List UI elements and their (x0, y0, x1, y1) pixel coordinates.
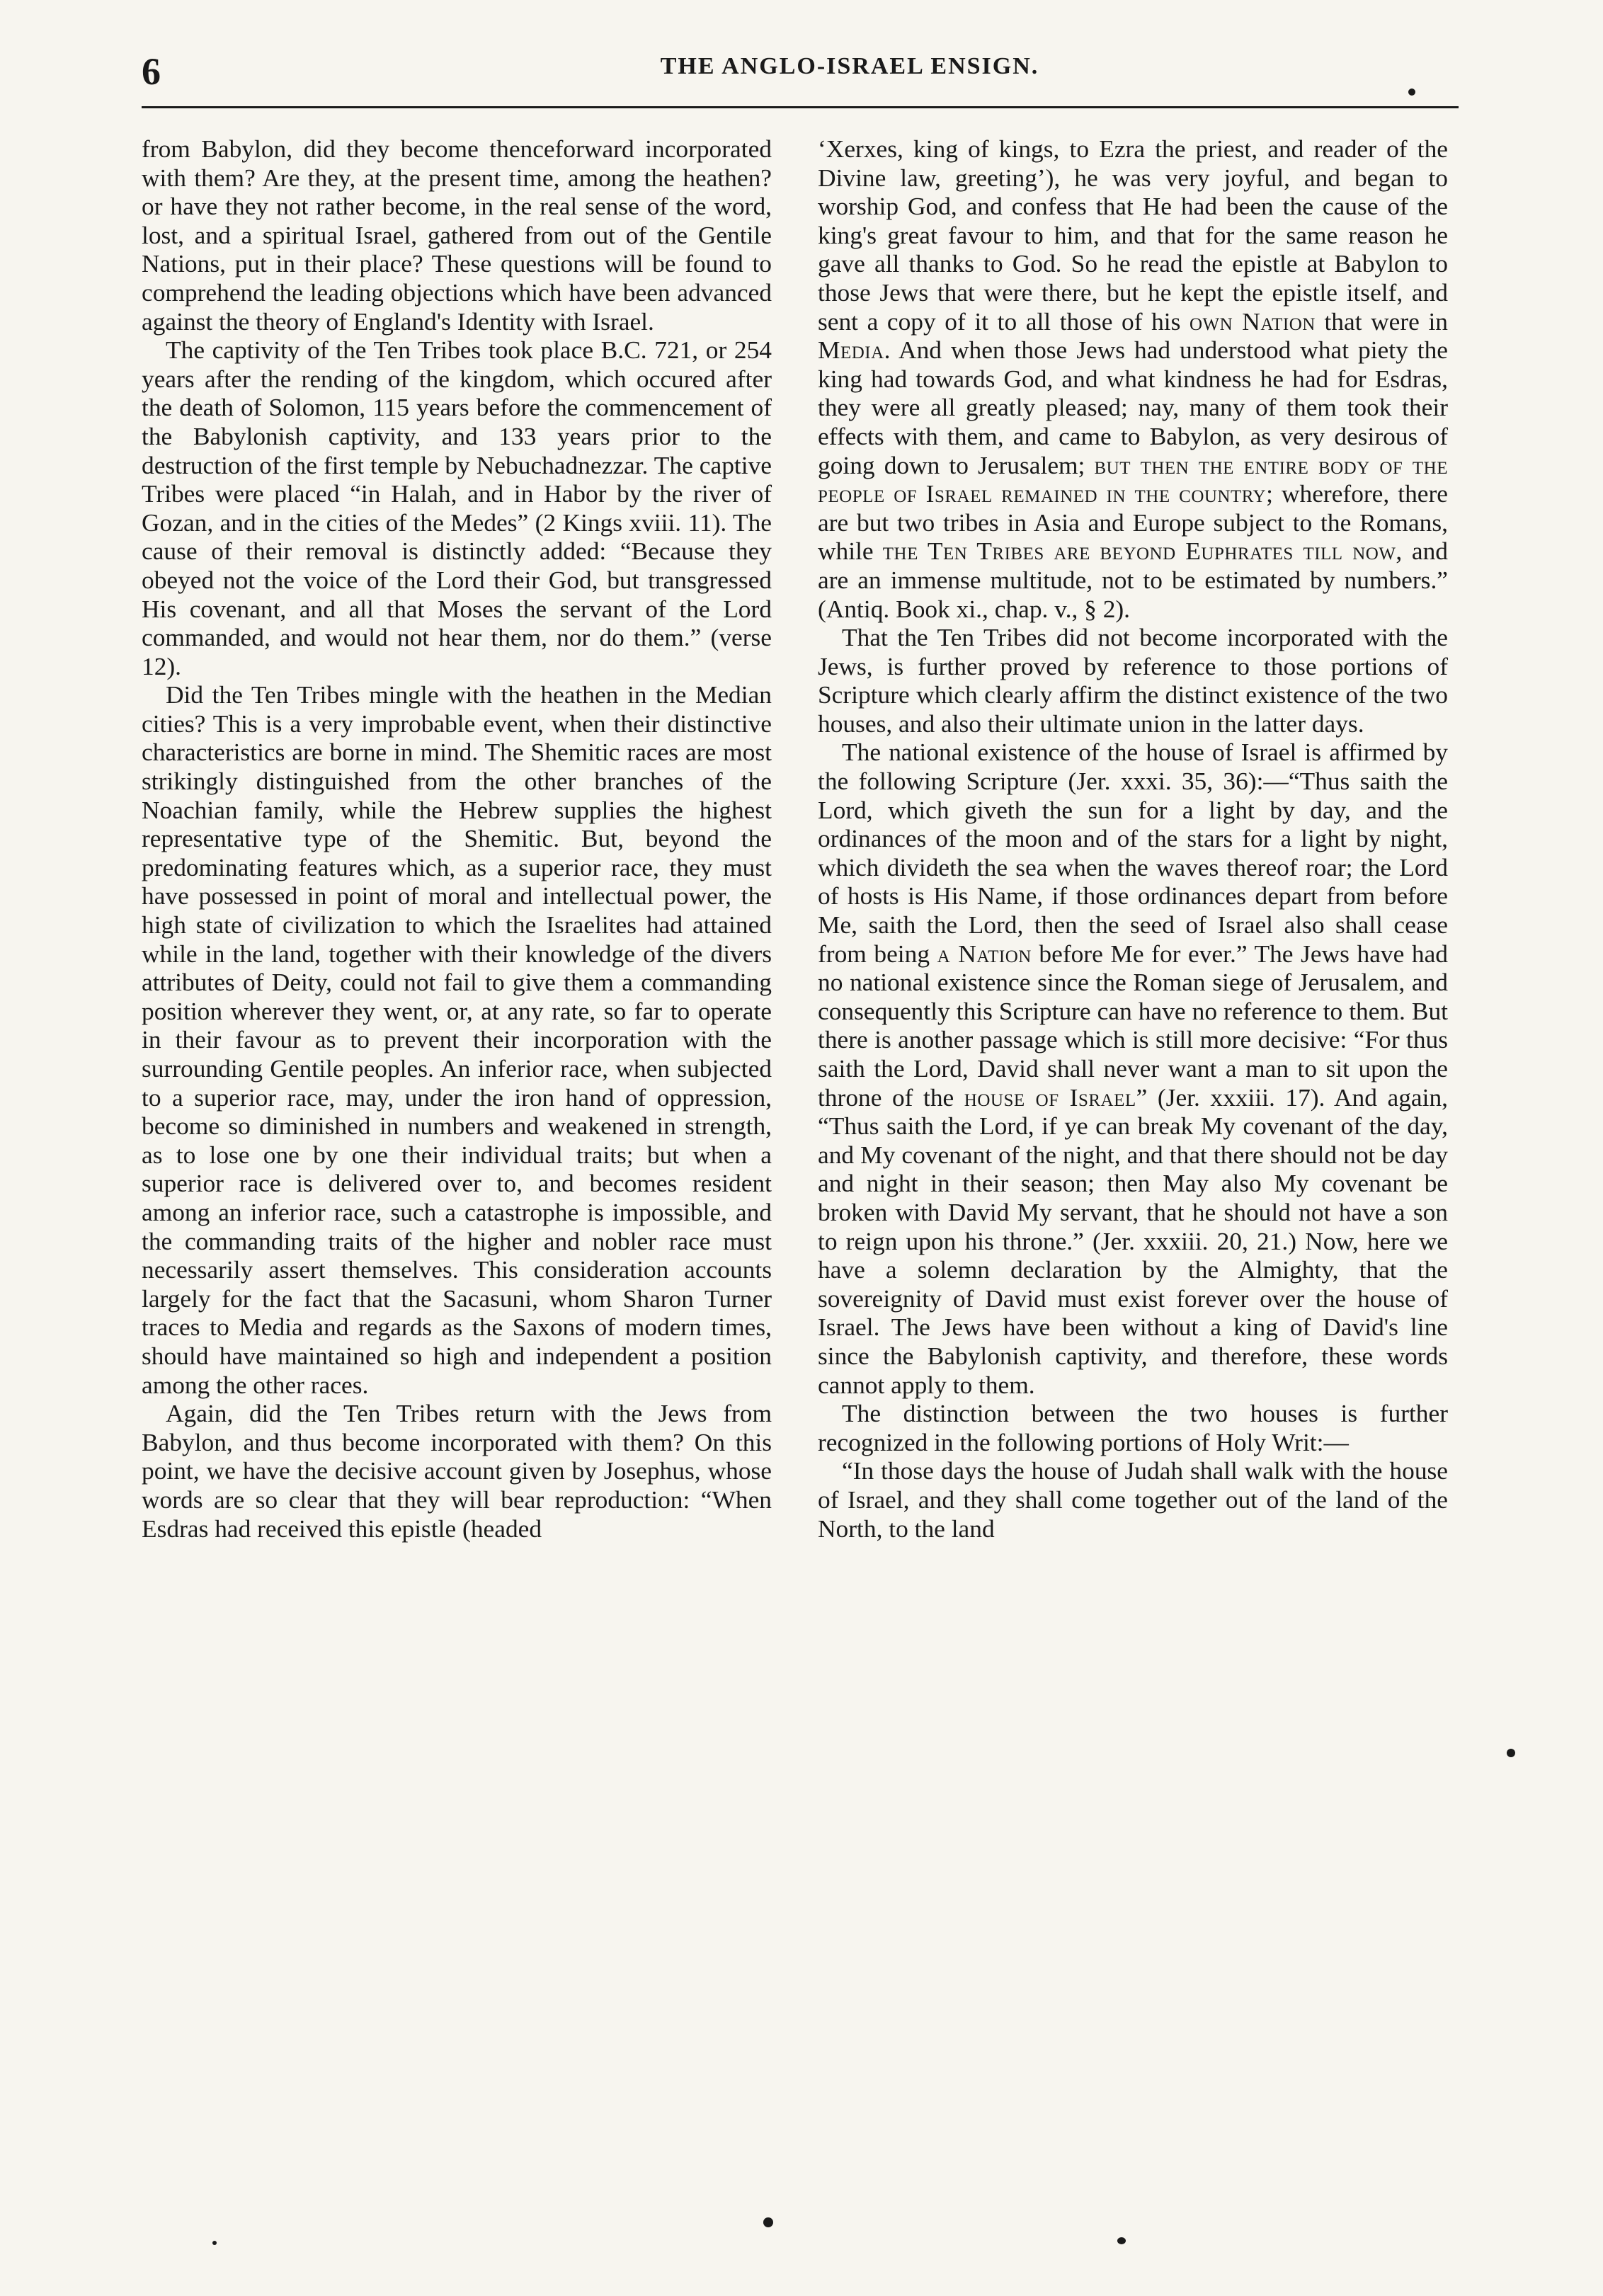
right-paragraph-2: That the Ten Tribes did not become incorporated with the Jews, is further proved by reference to those portions of Scripture which clearly affirm the distinct existence of the two houses, and also their ultimate union in the latter days. (818, 623, 1448, 738)
text-run: that were in (1315, 307, 1448, 336)
right-paragraph-4: The distinction between the two houses is further recognized in the following portions of Holy Writ:— (818, 1399, 1448, 1456)
page-number: 6 (142, 50, 161, 93)
text-run: And when those Jews had understood what piety the king had towards God, and what kindness he had for Esdras, they were all greatly pleased; nay, many of them took their effects with them, and came to Babylon, as very desirous of going down to Jerusalem; (818, 336, 1448, 479)
text-run: The national existence of the house of Israel is affirmed by the following Scripture (Jer. xxxi. 35, 36):—“Thus saith the Lord, which giveth the sun for a light by day, and the ordinances of the moon and of the stars for a light by night, which divideth the sea when the waves thereof roar; the Lord of hosts is His Name, if those ordinances depart from before Me, saith the Lord, then the seed of Israel also shall cease from being (818, 738, 1448, 968)
small-caps-run: a Nation (937, 939, 1032, 968)
left-paragraph-3: Did the Ten Tribes mingle with the heathen in the Median cities? This is a very improbable event, when their distinctive characteristics are borne in mind. The Shemitic races are most strikingly distinguished from the other branches of the Noachian family, while the Hebrew supplies the highest representative type of the Shemitic. But, beyond the predominating features which, as a superior race, they must have possessed in point of moral and intellectual power, the high state of civilization to which the Israelites had attained while in the land, together with their knowledge of the divers attributes of Deity, could not fail to give them a commanding position wherever they went, or, at any rate, so far to operate in their favour as to prevent their incorporation with the surrounding Gentile peoples. An inferior race, when subjected to a superior race, may, under the iron hand of oppression, become so diminished in numbers and weakened in strength, as to lose one by one their individual traits; but when a superior race is delivered over to, and becomes resident among an inferior race, such a catastrophe is impossible, and the commanding traits of the higher and nobler race must necessarily assert themselves. This consideration accounts largely for the fact that the Sacasuni, whom Sharon Turner traces to Media and regards as the Saxons of modern times, should have maintained so high and independent a position among the other races. (142, 680, 772, 1399)
ink-speck (1408, 88, 1415, 96)
running-head-title: THE ANGLO-ISRAEL ENSIGN. (660, 53, 1039, 79)
text-run: before Me for ever.” The Jews have had no national existence since the Roman siege of Jerusalem, and consequently this Scripture can have no reference to them. But there is another passage which is still more decisive: “For thus saith the Lord, David shall never want a man to sit upon the throne of the (818, 939, 1449, 1112)
right-paragraph-3 (818, 738, 1448, 1399)
ink-speck (763, 2217, 773, 2227)
right-paragraph-1 (818, 135, 1448, 623)
text-run: and are an immense multitude, not to be estimated by numbers.” (Antiq. Book xi., chap. v., § 2). (818, 537, 1448, 623)
header-rule (142, 106, 1459, 108)
left-paragraph-1: from Babylon, did they become thenceforward incorporated with them? Are they, at the present time, among the heathen? or have they not rather become, in the real sense of the word, lost, and a spiritual Israel, gathered from out of the Gentile Nations, put in their place? These questions will be found to comprehend the leading objections which have been advanced against the theory of England's Identity with Israel. (142, 135, 772, 336)
ink-speck (1117, 2237, 1126, 2244)
small-caps-run: the Ten Tribes are beyond Euphrates till now, (882, 537, 1403, 566)
small-caps-run: but then the entire body of the people of Israel remained in the country (818, 450, 1449, 508)
small-caps-run: Media. (818, 336, 891, 365)
text-run: ; wherefore, there are but two tribes in Asia and Europe subject to the Romans, while (818, 479, 1448, 566)
column-gutter (794, 135, 795, 2258)
text-run: ‘Xerxes, king of kings, to Ezra the priest, and reader of the Divine law, greeting’), he was very joyful, and began to worship God, and confess that He had been the cause of the king's great favour to him, and that for the same reason he gave all thanks to God. So he read the epistle at Babylon to those Jews that were there, but he kept the epistle itself, and sent a copy of it to all those of his (818, 135, 1448, 336)
small-caps-run: house of Israel (964, 1083, 1136, 1112)
ink-speck (212, 2241, 217, 2245)
left-column (142, 135, 772, 1543)
ink-speck (1507, 1749, 1515, 1757)
text-run: ” (Jer. xxxiii. 17). And again, “Thus saith the Lord, if ye can break My covenant of the day, and My covenant of the night, and that there should not be day and night in their season; then May also My covenant be broken with David My servant, that he should not have a son to reign upon his throne.” (Jer. xxxiii. 20, 21.) Now, here we have a solemn declaration by the Almighty, that the sovereignity of David must exist forever over the house of Israel. The Jews have been without a king of David's line since the Babylonish captivity, and therefore, these words cannot apply to them. (818, 1083, 1448, 1399)
right-paragraph-5: “In those days the house of Judah shall walk with the house of Israel, and they shall come together out of the land of the North, to the land (818, 1456, 1448, 1543)
small-caps-run: own Nation (1190, 307, 1316, 336)
left-paragraph-4: Again, did the Ten Tribes return with the Jews from Babylon, and thus become incorporated with them? On this point, we have the decisive account given by Josephus, whose words are so clear that they will bear reproduction: “When Esdras had received this epistle (headed (142, 1399, 772, 1543)
right-column (818, 135, 1448, 1543)
left-paragraph-2: The captivity of the Ten Tribes took place B.C. 721, or 254 years after the rending of the kingdom, which occured after the death of Solomon, 115 years before the commencement of the Babylonish captivity, and 133 years prior to the destruction of the first temple by Nebuchadnezzar. The captive Tribes were placed “in Halah, and in Habor by the river of Gozan, and in the cities of the Medes” (2 Kings xviii. 11). The cause of their removal is distinctly added: “Because they obeyed not the voice of the Lord their God, but transgressed His covenant, and all that Moses the servant of the Lord commanded, and would not hear them, nor do them.” (verse 12). (142, 336, 772, 680)
